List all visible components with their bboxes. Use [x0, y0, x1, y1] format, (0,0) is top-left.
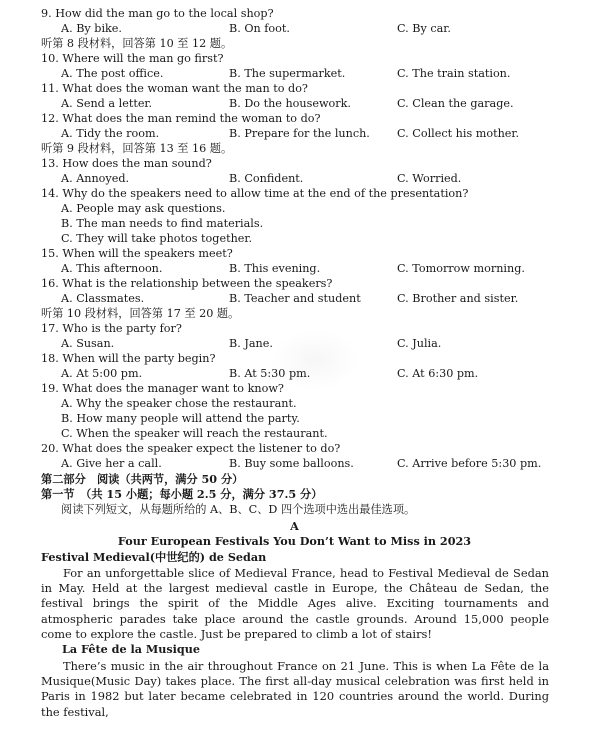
- question-text: 10. Where will the man go first?: [41, 52, 224, 65]
- question-text: 17. Who is the party for?: [41, 322, 182, 335]
- part-2-heading: 第二部分 阅读（共两节，满分 50 分）: [41, 472, 244, 486]
- question-16: [0, 276, 589, 291]
- question-text: 16. What is the relationship between the speakers?: [41, 277, 333, 290]
- question-10-options: [0, 66, 589, 81]
- question-text: 9. How did the man go to the local shop?: [41, 7, 274, 20]
- question-text: 19. What does the manager want to know?: [41, 382, 284, 395]
- option-b: B. At 5:30 pm.: [229, 367, 311, 380]
- option-c: C. Clean the garage.: [397, 97, 514, 110]
- question-text: 20. What does the speaker expect the listener to do?: [41, 442, 341, 455]
- option-a: A. Susan.: [61, 337, 115, 350]
- question-15: [0, 246, 589, 261]
- reading-directions: 阅读下列短文，从每题所给的 A、B、C、D 四个选项中选出最佳选项。: [61, 503, 416, 516]
- option-b: B. Confident.: [229, 172, 304, 185]
- question-13-options: [0, 171, 589, 186]
- question-11-options: [0, 96, 589, 111]
- option-a: A. Annoyed.: [61, 172, 130, 185]
- question-14-option-a: [0, 201, 589, 216]
- question-20: [0, 441, 589, 456]
- option-c: C. Worried.: [397, 172, 462, 185]
- option-b: B. Prepare for the lunch.: [229, 127, 370, 140]
- question-14-option-b: [0, 216, 589, 231]
- option-c: C. The train station.: [397, 67, 511, 80]
- question-text: 13. How does the man sound?: [41, 157, 212, 170]
- option-c: C. Arrive before 5:30 pm.: [397, 457, 542, 470]
- option-a: A. Give her a call.: [61, 457, 162, 470]
- instruction-segment-10: 听第 10 段材料，回答第 17 至 20 题。: [41, 307, 240, 320]
- question-20-options: [0, 456, 589, 471]
- option-a: A. This afternoon.: [61, 262, 163, 275]
- question-14: [0, 186, 589, 201]
- option-c: C. Brother and sister.: [397, 292, 519, 305]
- option-c: C. Julia.: [397, 337, 442, 350]
- option-b: B. How many people will attend the party.: [61, 412, 300, 425]
- question-text: 12. What does the man remind the woman to do?: [41, 112, 321, 125]
- question-text: 14. Why do the speakers need to allow time at the end of the presentation?: [41, 187, 469, 200]
- option-a: A. Send a letter.: [61, 97, 153, 110]
- option-a: A. Tidy the room.: [61, 127, 160, 140]
- question-text: 15. When will the speakers meet?: [41, 247, 233, 260]
- question-11: [0, 81, 589, 96]
- question-19-option-a: [0, 396, 589, 411]
- option-b: B. The supermarket.: [229, 67, 346, 80]
- question-13: [0, 156, 589, 171]
- question-15-options: [0, 261, 589, 276]
- section-1-heading: 第一节 （共 15 小题；每小题 2.5 分，满分 37.5 分）: [41, 487, 323, 501]
- question-14-option-c: [0, 231, 589, 246]
- option-c: C. They will take photos together.: [61, 232, 253, 245]
- question-16-options: [0, 291, 589, 306]
- instruction-segment-9: 听第 9 段材料，回答第 13 至 16 题。: [41, 142, 233, 155]
- instruction-segment-8: 听第 8 段材料，回答第 10 至 12 题。: [41, 37, 233, 50]
- option-b: B. On foot.: [229, 22, 290, 35]
- question-19-option-c: [0, 426, 589, 441]
- option-b: B. Teacher and student: [229, 292, 361, 305]
- question-19-option-b: [0, 411, 589, 426]
- scan-smudge: [270, 330, 360, 390]
- question-12-options: [0, 126, 589, 141]
- option-a: A. The post office.: [61, 67, 164, 80]
- festival-1-title: Festival Medieval(中世纪的) de Sedan: [41, 550, 267, 564]
- option-a: A. Why the speaker chose the restaurant.: [61, 397, 297, 410]
- question-10: [0, 51, 589, 66]
- festival-1-paragraph: For an unforgettable slice of Medieval France, head to Festival Medieval de Sedan in May. Held at the largest medieval castle in Europe, the Château de Sedan, the festival brings the spirit of the Middle Ages alive. Exciting tournaments and atmospheric parades take place around the castle grounds. Around 15,000 people come to explore the castle. Just be prepared to climb a lot of stairs!: [41, 566, 549, 641]
- option-c: C. At 6:30 pm.: [397, 367, 479, 380]
- festival-2-paragraph: There’s music in the air throughout France on 21 June. This is when La Fête de la Musique(Music Day) takes place. The first all-day musical celebration was first held in Paris in 1982 but later became celebrated in 120 countries around the world. During the festival,: [41, 659, 549, 719]
- passage-title: Four European Festivals You Don’t Want to Miss in 2023: [117, 534, 472, 548]
- option-a: A. People may ask questions.: [61, 202, 226, 215]
- passage-label: A: [290, 519, 299, 533]
- question-text: 18. When will the party begin?: [41, 352, 216, 365]
- question-9: [0, 6, 589, 21]
- option-b: B. Do the housework.: [229, 97, 351, 110]
- option-b: B. Buy some balloons.: [229, 457, 354, 470]
- question-text: 11. What does the woman want the man to do?: [41, 82, 308, 95]
- option-b: B. The man needs to find materials.: [61, 217, 264, 230]
- option-c: C. Collect his mother.: [397, 127, 520, 140]
- option-a: A. By bike.: [61, 22, 122, 35]
- question-9-options: [0, 21, 589, 36]
- option-a: A. Classmates.: [61, 292, 145, 305]
- festival-2-title: La Fête de la Musique: [62, 642, 201, 656]
- option-b: B. Jane.: [229, 337, 273, 350]
- option-a: A. At 5:00 pm.: [61, 367, 143, 380]
- option-c: C. By car.: [397, 22, 451, 35]
- option-b: B. This evening.: [229, 262, 321, 275]
- option-c: C. When the speaker will reach the restaurant.: [61, 427, 328, 440]
- option-c: C. Tomorrow morning.: [397, 262, 525, 275]
- question-12: [0, 111, 589, 126]
